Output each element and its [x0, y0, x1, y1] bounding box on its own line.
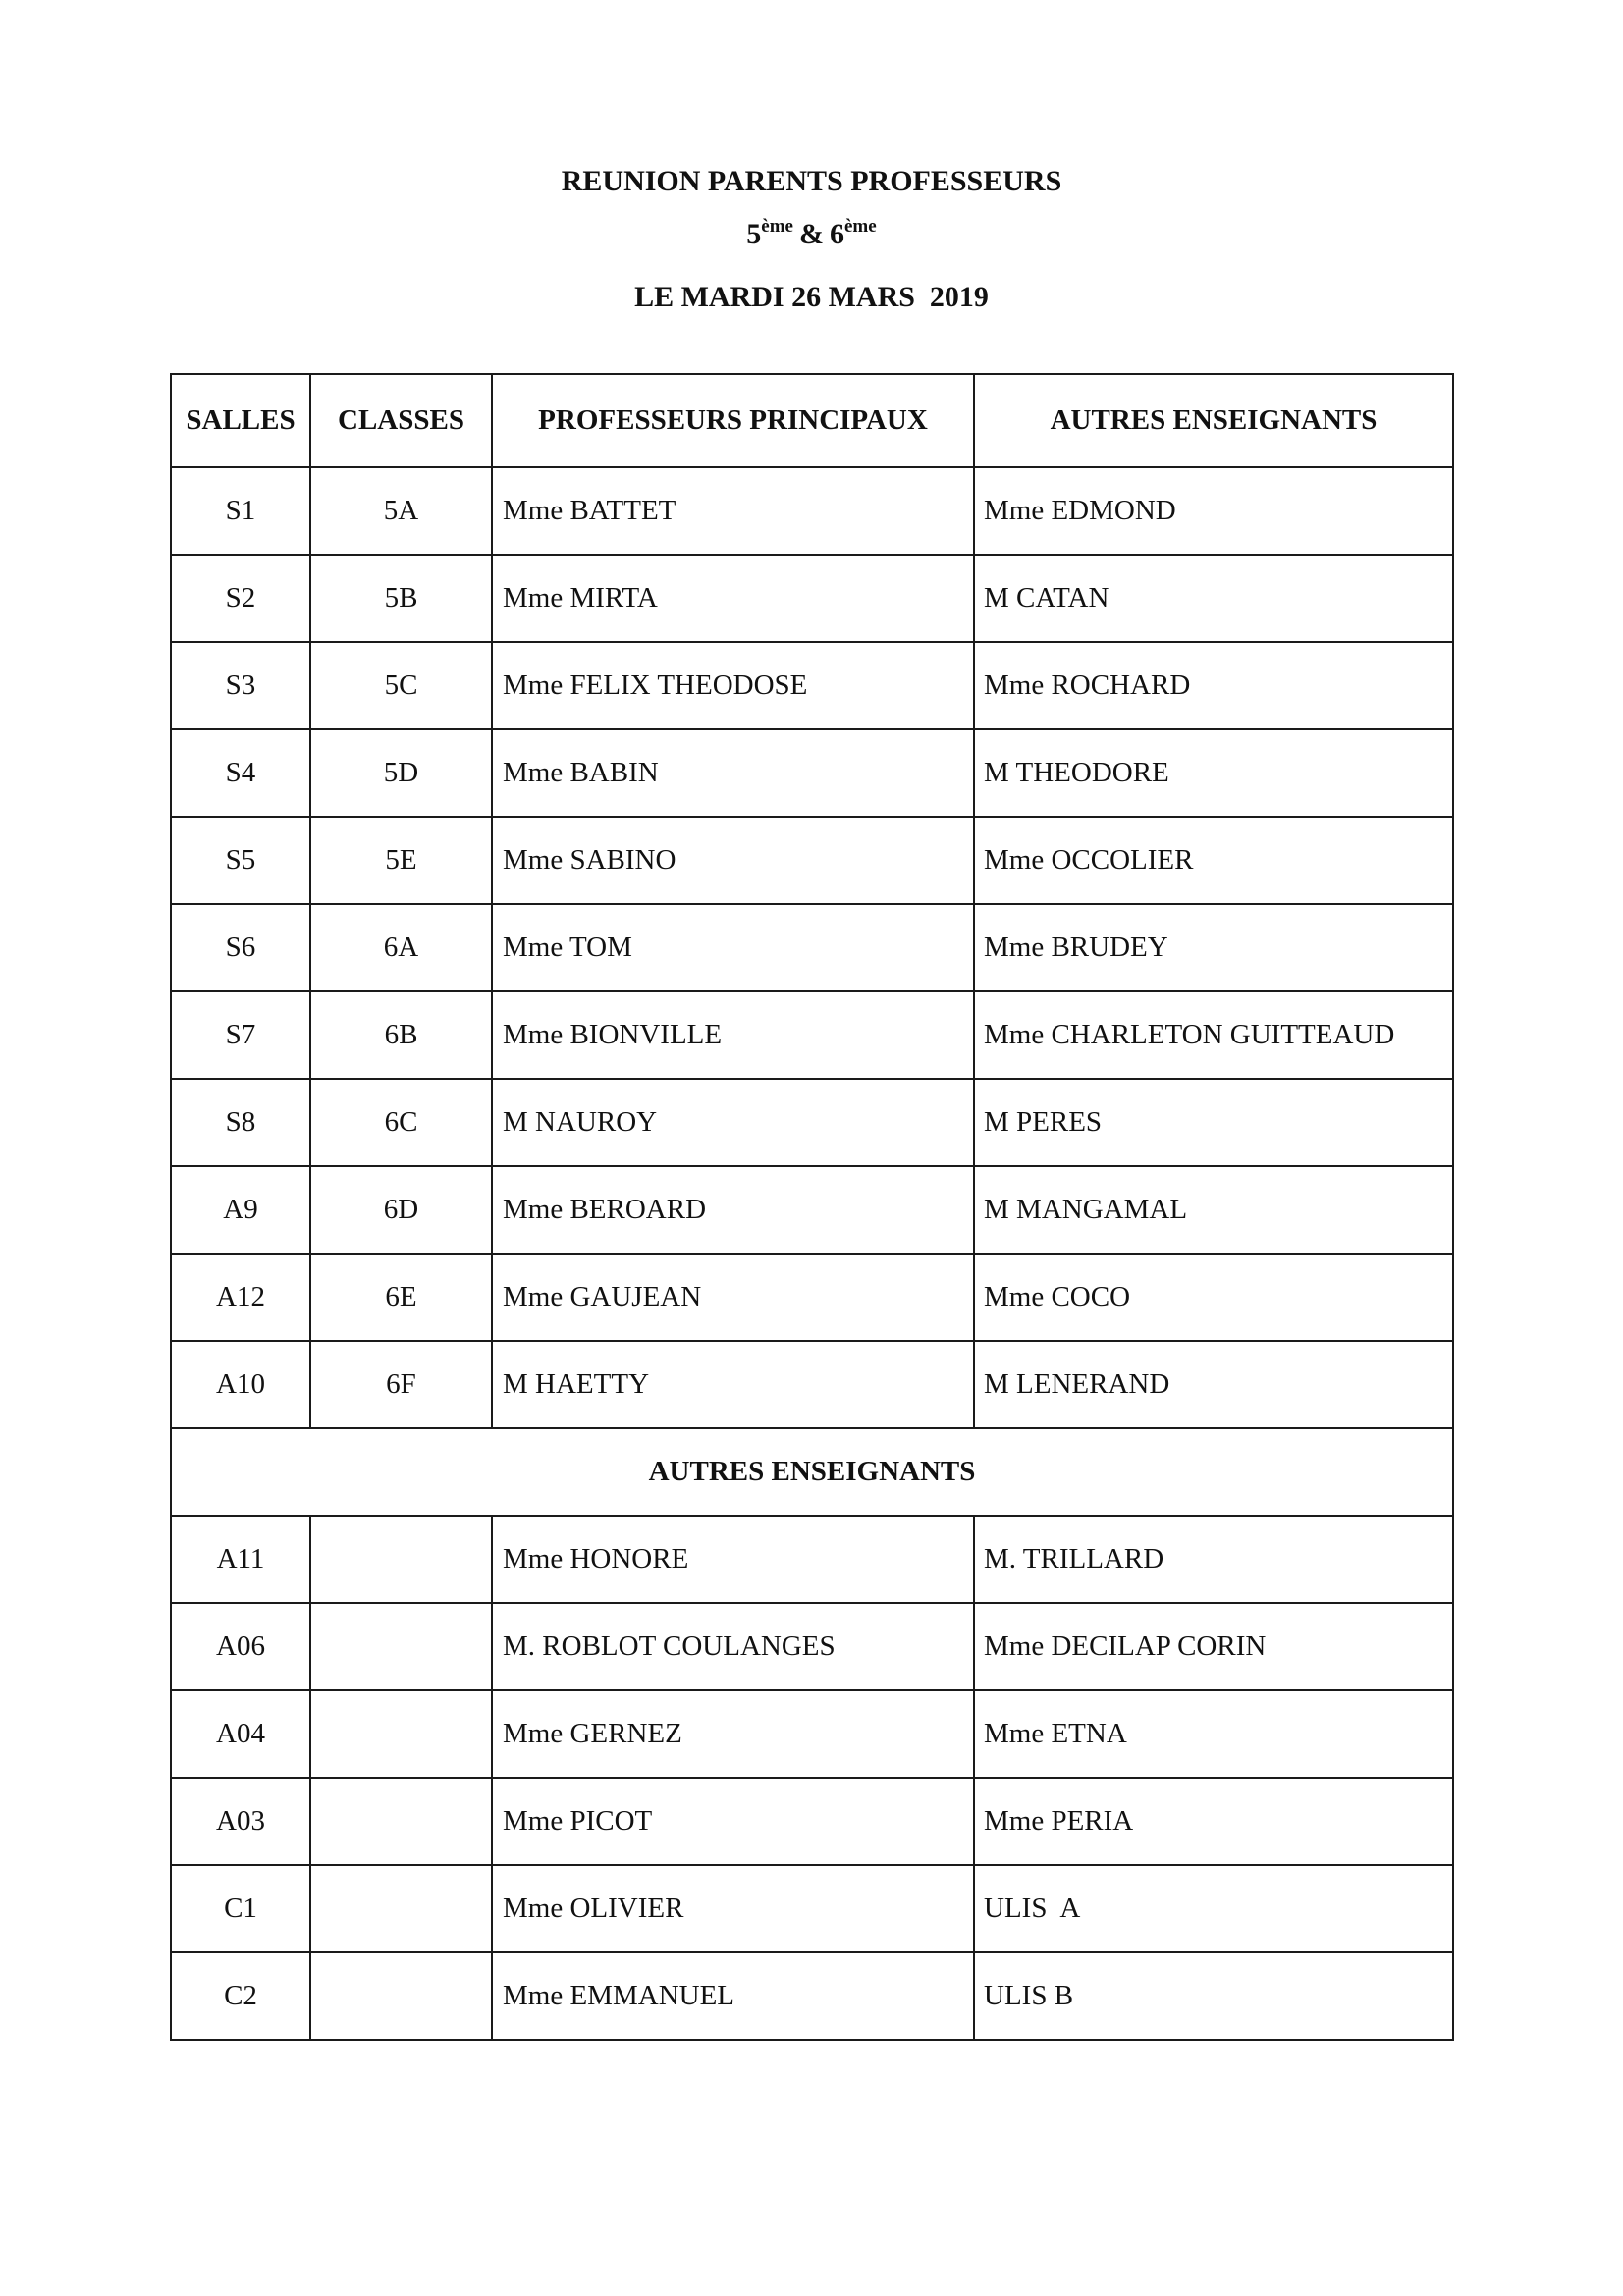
salle-cell: A9 — [171, 1166, 310, 1254]
professeur-principal-cell: Mme GAUJEAN — [492, 1254, 974, 1341]
autre-enseignant-cell: Mme DECILAP CORIN — [974, 1603, 1453, 1690]
table-row — [171, 1079, 1453, 1166]
classe-cell: 6A — [310, 904, 492, 991]
salle-cell: S3 — [171, 642, 310, 729]
header-classes: CLASSES — [310, 374, 492, 467]
autre-enseignant-cell: Mme CHARLETON GUITTEAUD — [974, 991, 1453, 1079]
classe-cell — [310, 1952, 492, 2040]
salle-cell: S6 — [171, 904, 310, 991]
professeur-principal-cell: Mme PICOT — [492, 1778, 974, 1865]
professeur-principal-cell: M NAUROY — [492, 1079, 974, 1166]
table-row — [171, 1952, 1453, 2040]
table-row — [171, 555, 1453, 642]
document-title: REUNION PARENTS PROFESSEURS — [561, 165, 1062, 197]
table-row — [171, 1516, 1453, 1603]
header-salles: SALLES — [171, 374, 310, 467]
table-header-row — [171, 374, 1453, 467]
classe-cell: 6E — [310, 1254, 492, 1341]
grade-b-suffix: ème — [844, 216, 877, 237]
table-row — [171, 1865, 1453, 1952]
professeur-principal-cell: Mme FELIX THEODOSE — [492, 642, 974, 729]
grade-a: 5 — [746, 218, 762, 250]
autre-enseignant-cell: Mme EDMOND — [974, 467, 1453, 555]
table-row — [171, 1341, 1453, 1428]
autre-enseignant-cell: ULIS B — [974, 1952, 1453, 2040]
autre-enseignant-cell: Mme ROCHARD — [974, 642, 1453, 729]
autre-enseignant-cell: M CATAN — [974, 555, 1453, 642]
table-row — [171, 991, 1453, 1079]
section-autres-enseignants: AUTRES ENSEIGNANTS — [171, 1428, 1453, 1516]
table-row — [171, 817, 1453, 904]
grade-separator: & — [799, 218, 824, 250]
classe-cell: 5A — [310, 467, 492, 555]
table-row — [171, 729, 1453, 817]
salle-cell: S5 — [171, 817, 310, 904]
classe-cell: 6F — [310, 1341, 492, 1428]
professeur-principal-cell: M. ROBLOT COULANGES — [492, 1603, 974, 1690]
table-row — [171, 467, 1453, 555]
autre-enseignant-cell: Mme PERIA — [974, 1778, 1453, 1865]
autre-enseignant-cell: M MANGAMAL — [974, 1166, 1453, 1254]
classe-cell: 5C — [310, 642, 492, 729]
table-row — [171, 1778, 1453, 1865]
professeur-principal-cell: Mme BIONVILLE — [492, 991, 974, 1079]
header-autres-enseignants: AUTRES ENSEIGNANTS — [974, 374, 1453, 467]
autre-enseignant-cell: M. TRILLARD — [974, 1516, 1453, 1603]
autre-enseignant-cell: Mme OCCOLIER — [974, 817, 1453, 904]
main-rows — [171, 467, 1453, 1428]
professeur-principal-cell: Mme EMMANUEL — [492, 1952, 974, 2040]
grade-b: 6 — [830, 218, 844, 250]
salle-cell: A12 — [171, 1254, 310, 1341]
professeur-principal-cell: Mme SABINO — [492, 817, 974, 904]
classe-cell: 5E — [310, 817, 492, 904]
salle-cell: C1 — [171, 1865, 310, 1952]
classe-cell: 6D — [310, 1166, 492, 1254]
section-row — [171, 1428, 1453, 1516]
professeur-principal-cell: Mme BATTET — [492, 467, 974, 555]
autre-enseignant-cell: ULIS A — [974, 1865, 1453, 1952]
grades-line — [0, 218, 1623, 251]
professeur-principal-cell: Mme BEROARD — [492, 1166, 974, 1254]
table-row — [171, 1690, 1453, 1778]
table-row — [171, 642, 1453, 729]
salle-cell: S7 — [171, 991, 310, 1079]
classe-cell — [310, 1516, 492, 1603]
professeur-principal-cell: Mme BABIN — [492, 729, 974, 817]
table-row — [171, 1166, 1453, 1254]
autre-enseignant-cell: Mme COCO — [974, 1254, 1453, 1341]
autre-enseignant-cell: Mme BRUDEY — [974, 904, 1453, 991]
professeur-principal-cell: Mme MIRTA — [492, 555, 974, 642]
schedule-table — [170, 373, 1454, 2041]
classe-cell: 6B — [310, 991, 492, 1079]
professeur-principal-cell: Mme HONORE — [492, 1516, 974, 1603]
salle-cell: A11 — [171, 1516, 310, 1603]
professeur-principal-cell: Mme GERNEZ — [492, 1690, 974, 1778]
salle-cell: A04 — [171, 1690, 310, 1778]
salle-cell: S4 — [171, 729, 310, 817]
classe-cell — [310, 1865, 492, 1952]
salle-cell: A03 — [171, 1778, 310, 1865]
table-row — [171, 904, 1453, 991]
salle-cell: S1 — [171, 467, 310, 555]
autre-enseignant-cell: M THEODORE — [974, 729, 1453, 817]
table-row — [171, 1603, 1453, 1690]
table-row — [171, 1254, 1453, 1341]
salle-cell: A06 — [171, 1603, 310, 1690]
professeur-principal-cell: M HAETTY — [492, 1341, 974, 1428]
classe-cell — [310, 1603, 492, 1690]
other-rows — [171, 1516, 1453, 2040]
salle-cell: S8 — [171, 1079, 310, 1166]
classe-cell — [310, 1778, 492, 1865]
header-professeurs-principaux: PROFESSEURS PRINCIPAUX — [492, 374, 974, 467]
autre-enseignant-cell: M PERES — [974, 1079, 1453, 1166]
classe-cell: 5D — [310, 729, 492, 817]
grade-a-suffix: ème — [761, 216, 793, 237]
autre-enseignant-cell: M LENERAND — [974, 1341, 1453, 1428]
autre-enseignant-cell: Mme ETNA — [974, 1690, 1453, 1778]
classe-cell — [310, 1690, 492, 1778]
salle-cell: S2 — [171, 555, 310, 642]
professeur-principal-cell: Mme TOM — [492, 904, 974, 991]
classe-cell: 6C — [310, 1079, 492, 1166]
professeur-principal-cell: Mme OLIVIER — [492, 1865, 974, 1952]
salle-cell: A10 — [171, 1341, 310, 1428]
classe-cell: 5B — [310, 555, 492, 642]
meeting-date: LE MARDI 26 MARS 2019 — [634, 281, 989, 313]
salle-cell: C2 — [171, 1952, 310, 2040]
